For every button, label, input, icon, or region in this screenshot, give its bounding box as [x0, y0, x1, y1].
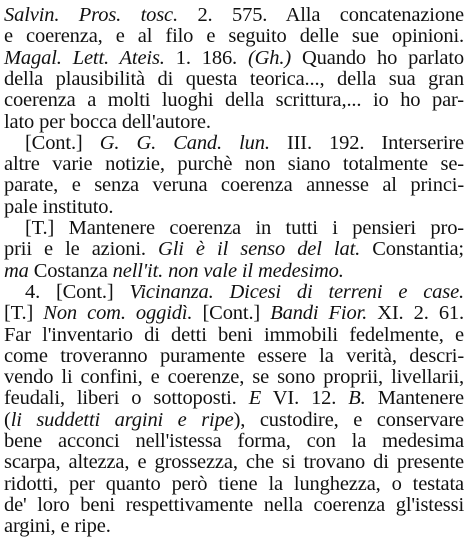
text-segment: parate, e senza veruna coerenza annesse al princi-: [4, 174, 464, 197]
text-segment: coerenza a molti luoghi della scrittura,... io ho par-: [4, 89, 464, 112]
italic-text-segment: (Gh.): [247, 46, 292, 69]
italic-text-segment: Magal. Lett. Ateis.: [4, 46, 176, 69]
italic-text-segment: li suddetti argini e ripe: [10, 408, 234, 431]
text-segment: III. 192. Interserire: [286, 131, 465, 154]
italic-text-segment: Bandi Fior.: [270, 302, 368, 325]
text-segment: lato per bocca dell'autore.: [4, 110, 211, 133]
text-segment: XI. 2. 61.: [367, 302, 464, 325]
text-segment: Constantia;: [360, 238, 464, 261]
text-segment: prii e le azioni.: [4, 238, 159, 261]
text-segment: della plausibilità di questa teorica..., della sua gran: [4, 67, 464, 90]
text-segment: 4. [Cont.]: [25, 280, 130, 303]
text-segment: come troveranno puramente essere la verità, descri-: [4, 344, 464, 367]
italic-text-segment: B.: [348, 387, 366, 410]
italic-text-segment: E: [248, 387, 262, 410]
text-segment: [Cont.]: [192, 302, 271, 325]
text-segment: Costanza: [28, 259, 113, 282]
text-segment: pale instituto.: [4, 195, 114, 218]
italic-text-segment: G. G. Cand. lun.: [99, 131, 287, 154]
text-segment: altre varie notizie, purchè non siano totalmente se-: [4, 153, 464, 176]
text-segment: Quando ho parlato: [291, 46, 464, 69]
text-segment: ridotti, per quanto però tiene la lunghezza, o testata: [4, 472, 464, 495]
text-segment: ), custodire, e conservare: [233, 408, 464, 431]
text-segment: VI. 12.: [261, 387, 349, 410]
text-segment: 1. 186.: [175, 46, 248, 69]
text-segment: feudali, liberi o sottoposti.: [4, 387, 249, 410]
text-segment: argini, e ripe.: [4, 515, 111, 538]
text-segment: [T.]: [4, 302, 44, 325]
italic-text-segment: Salvin. Pros. tosc.: [4, 4, 198, 26]
italic-text-segment: ma: [4, 259, 29, 282]
text-segment: scarpa, altezza, e grossezza, che si trovano di presente: [4, 451, 464, 474]
text-segment: bene acconci nell'istessa forma, con la medesima: [4, 430, 464, 452]
text-segment: e coerenza, e al filo e seguito delle sue opinioni.: [4, 25, 464, 48]
italic-text-segment: Vicinanza. Dicesi di terreni e case.: [129, 280, 464, 303]
text-segment: Mantenere: [365, 387, 464, 410]
text-segment: Far l'inventario di detti beni immobili fedelmente, e: [4, 323, 464, 346]
text-segment: [T.] Mantenere coerenza in tutti i pensieri pro-: [25, 217, 464, 239]
text-segment: (: [4, 408, 11, 431]
text-segment: [Cont.]: [25, 131, 100, 154]
text-line: [4, 514, 111, 538]
text-segment: de' loro beni respettivamente nella coerenza gl'istessi: [4, 493, 464, 516]
italic-text-segment: Non com. oggidì.: [43, 302, 193, 325]
text-segment: vendo li confini, e coerenze, se sono proprii, livellarii,: [4, 366, 464, 389]
text-segment: 2. 575. Alla concatenazione: [197, 4, 464, 26]
italic-text-segment: Gli è il senso del lat.: [158, 238, 361, 261]
italic-text-segment: nell'it. non vale il medesimo.: [112, 259, 344, 282]
